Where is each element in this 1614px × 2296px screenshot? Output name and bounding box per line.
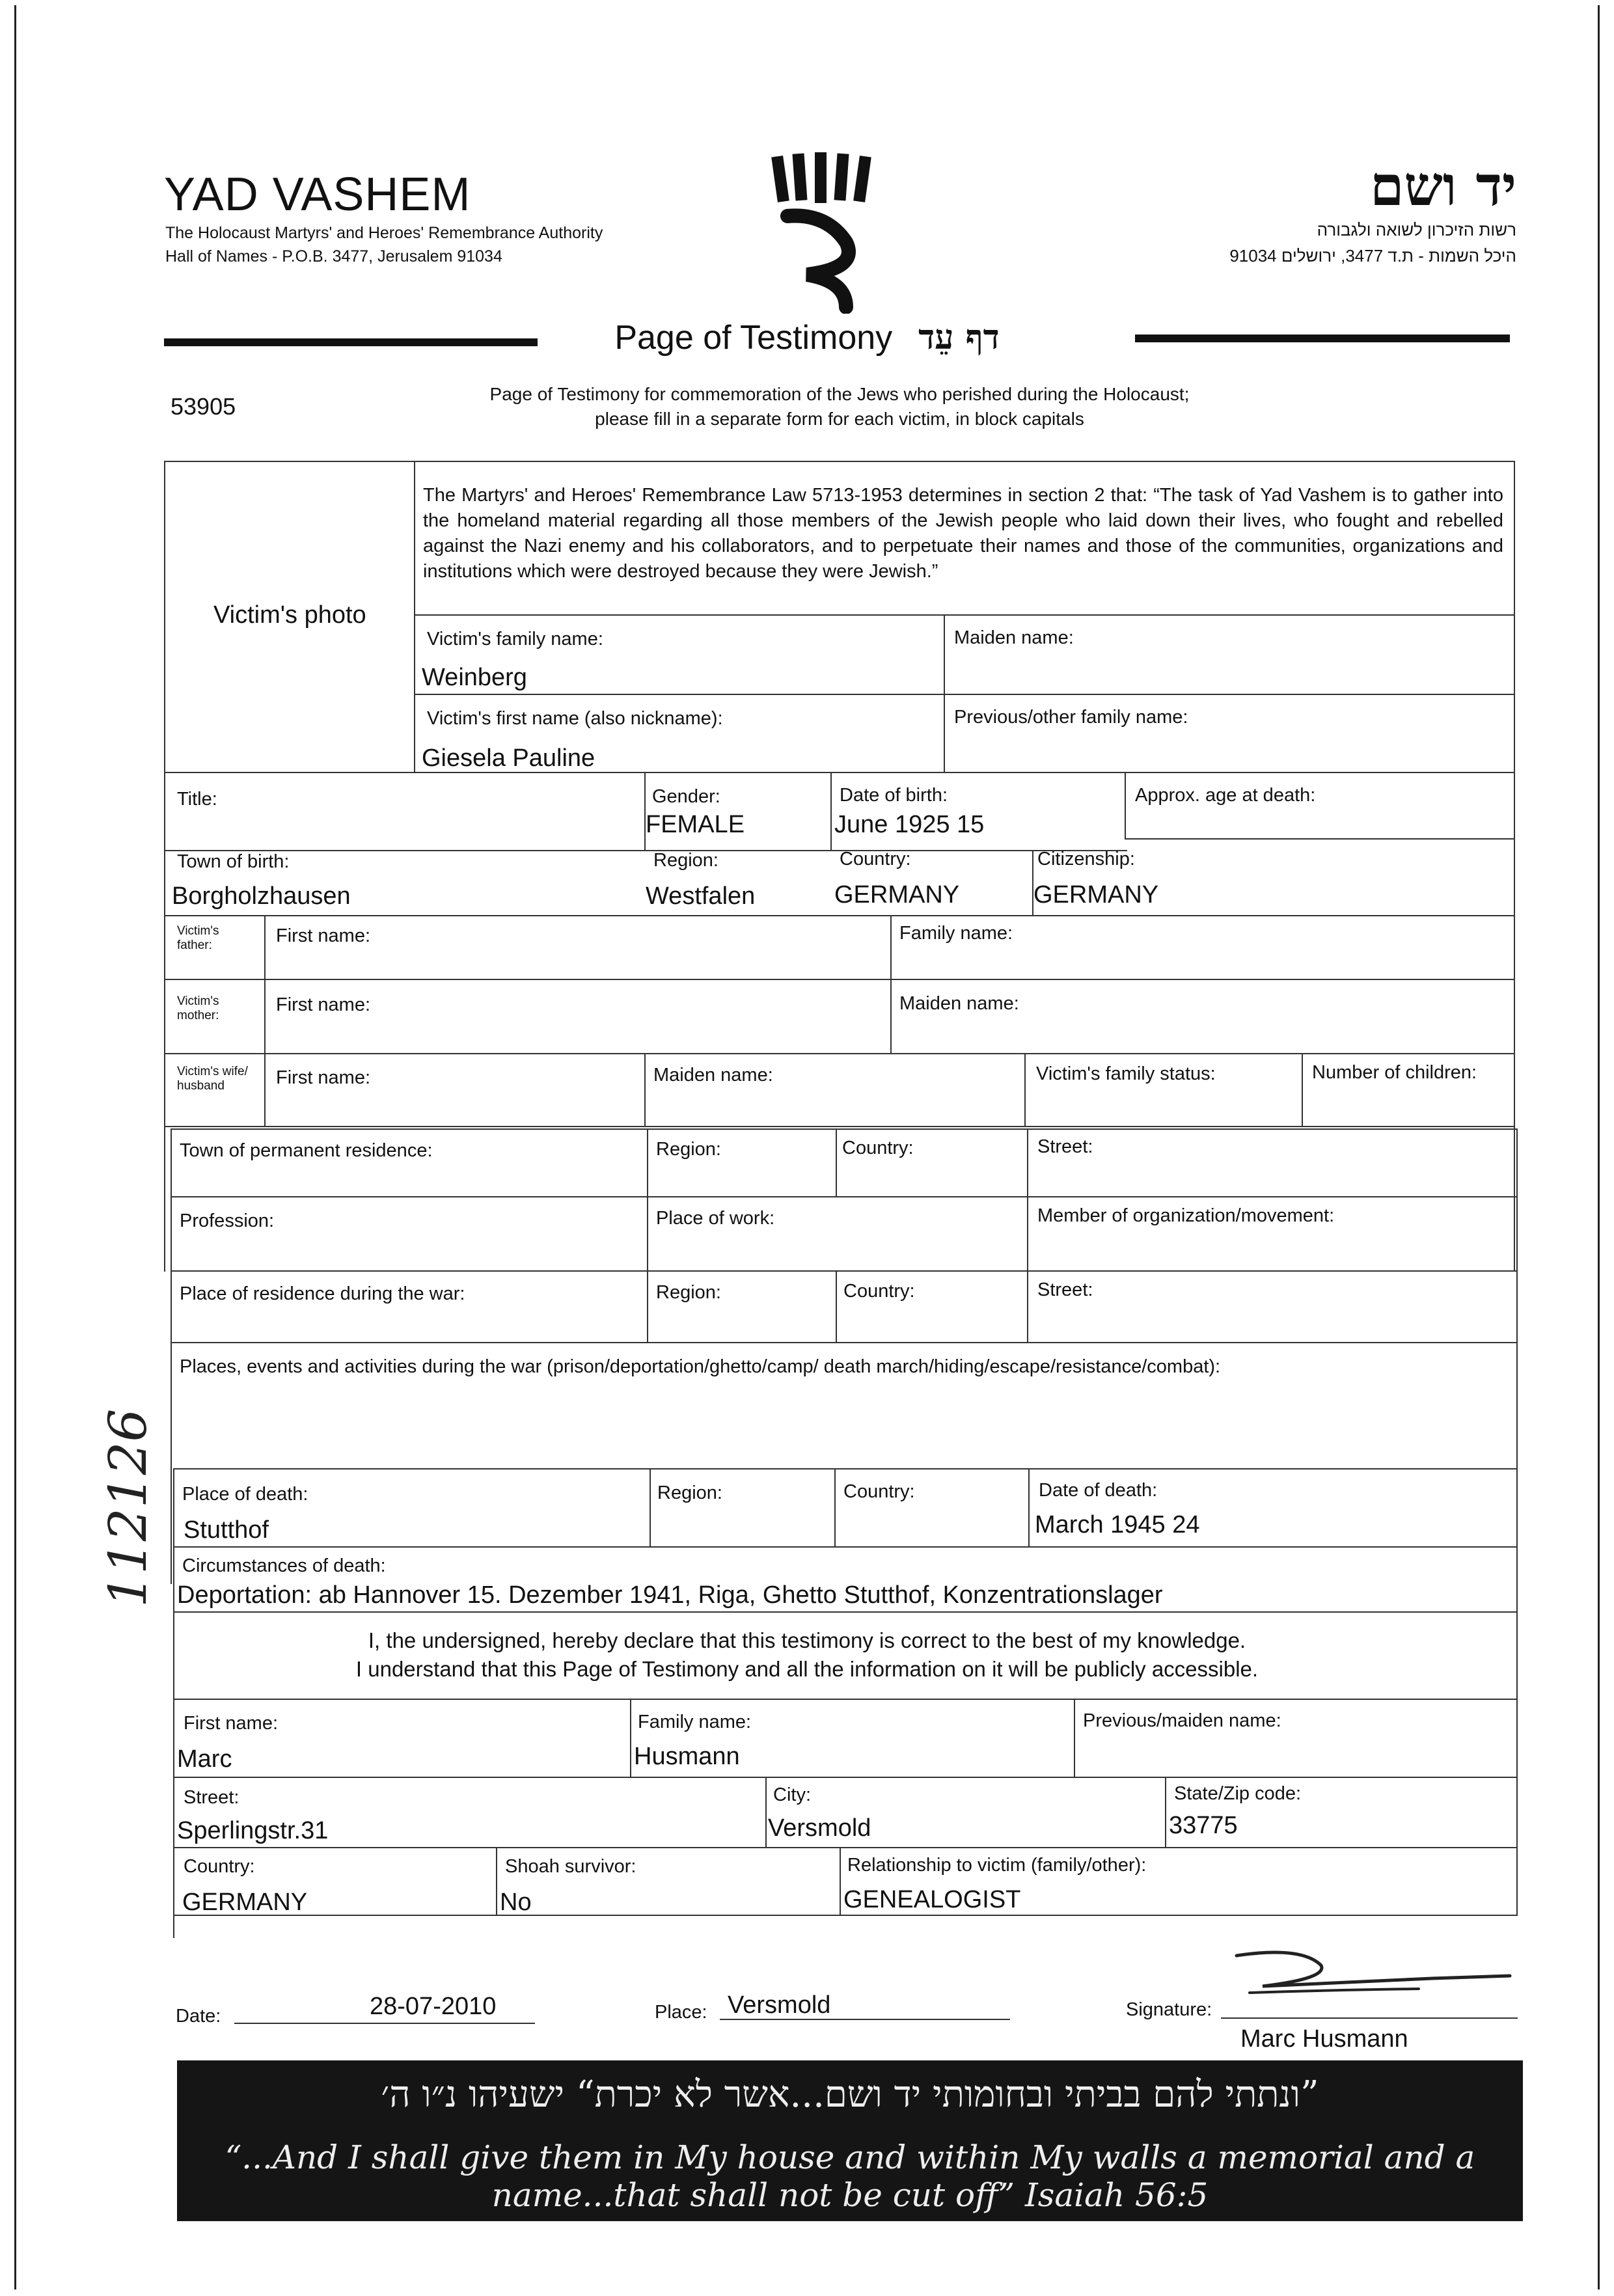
citizenship-label: Citizenship: [1037,849,1135,869]
document-number: 53905 [171,393,236,420]
victim-circumstances[interactable]: Deportation: ab Hannover 15. Dezember 1941, Riga, Ghetto Stutthof, Konzentrationslager [177,1581,1163,1609]
form-title-english: Page of Testimony [614,319,893,357]
residence-during-war-label: Place of residence during the war: [180,1283,465,1304]
title-label: Title: [177,789,217,810]
submission-date[interactable]: 28-07-2010 [370,1993,497,2020]
banner-hebrew-quote: ”ונתתי להם בביתי ובחומותי יד ושם...אשר לא יכרת“ ישעיהו נ״ו ה׳ [381,2073,1319,2116]
region-of-birth-label: Region: [653,850,718,871]
places-events-label: Places, events and activities during the war (prison/deportation/ghetto/camp/ death march/hiding/escape/resistance/combat): [180,1356,1221,1377]
banner-english-quote: “...And I shall give them in My house and within My walls a memorial and a name...that shall not be cut off” Isaiah 56:5 [225,2139,1475,2214]
submitter-country[interactable]: GERMANY [182,1889,308,1916]
place-of-death-label: Place of death: [182,1484,308,1505]
org-subtitle: The Holocaust Martyrs' and Heroes' Remembrance Authority [165,224,603,242]
previous-family-name-label: Previous/other family name: [954,707,1188,728]
org-name-hebrew: יד ושם [1369,154,1516,218]
member-organization-label: Member of organization/movement: [1037,1205,1335,1226]
mother-maiden-name-label: Maiden name: [899,993,1019,1014]
form-title-hebrew: דף עֵד [918,318,1000,357]
submitter-family-name[interactable]: Husmann [634,1743,740,1770]
mother-first-name-label: First name: [276,994,371,1015]
intro-line-2: please fill in a separate form for each victim, in block capitals [595,409,1084,429]
date-of-death-label: Date of death: [1039,1480,1158,1501]
relationship-label: Relationship to victim (family/other): [847,1855,1147,1876]
family-status-label: Victim's family status: [1036,1063,1216,1084]
form-title [0,318,1614,357]
signature-scribble-icon [1224,1939,1523,2017]
victim-town-of-birth[interactable]: Borgholzhausen [172,882,351,910]
org-address: Hall of Names - P.O.B. 3477, Jerusalem 91034 [165,247,502,266]
victim-place-of-death[interactable]: Stutthof [184,1516,269,1544]
submitter-family-name-label: Family name: [638,1712,752,1732]
shoah-survivor-label: Shoah survivor: [505,1856,636,1877]
victim-first-name[interactable]: Giesela Pauline [422,745,595,772]
submitter-country-label: Country: [184,1856,255,1877]
victim-region-of-birth[interactable]: Westfalen [646,882,756,910]
family-name-label: Victim's family name: [427,629,603,649]
death-country-label: Country: [843,1481,915,1502]
submitter-city-label: City: [773,1784,811,1805]
victim-gender[interactable]: FEMALE [646,811,745,838]
father-label: Victim's father: [177,924,219,952]
mother-label: Victim's mother: [177,994,219,1022]
gender-label: Gender: [652,786,720,807]
father-first-name-label: First name: [276,925,371,946]
circumstances-label: Circumstances of death: [182,1555,386,1576]
father-family-name-label: Family name: [899,923,1013,944]
shoah-survivor-value[interactable]: No [500,1889,532,1916]
org-address-hebrew: היכל השמות - ת.ד 3477, ירושלים 91034 [1229,246,1516,266]
submitter-zip-label: State/Zip code: [1174,1783,1302,1804]
victim-citizenship[interactable]: GERMANY [1033,881,1159,909]
spouse-first-name-label: First name: [276,1067,371,1088]
date-of-birth-label: Date of birth: [840,785,948,806]
war-country-label: Country: [843,1281,915,1302]
org-name: YAD VASHEM [164,169,471,221]
relationship-value[interactable]: GENEALOGIST [843,1886,1021,1913]
victim-family-name[interactable]: Weinberg [422,664,527,691]
submitter-city[interactable]: Versmold [768,1814,871,1842]
isaiah-quote-banner [177,2060,1523,2221]
submitter-first-name[interactable]: Marc [177,1745,232,1773]
intro-line-1: Page of Testimony for commemoration of the Jews who perished during the Holocaust; [489,384,1190,404]
war-region-label: Region: [656,1282,721,1303]
residence-street-label: Street: [1037,1136,1093,1157]
submitter-first-name-label: First name: [184,1713,279,1734]
number-of-children-label: Number of children: [1312,1062,1477,1083]
war-street-label: Street: [1037,1279,1093,1300]
org-subtitle-hebrew: רשות הזיכרון לשואה ולגבורה [1317,220,1516,239]
residence-region-label: Region: [656,1139,721,1160]
declaration-line-2: I understand that this Page of Testimony and all the information on it will be publicly accessible. [355,1657,1259,1681]
archive-number: 112126 [98,1408,158,1607]
victim-date-of-birth[interactable]: June 1925 15 [834,811,985,838]
victim-country-of-birth[interactable]: GERMANY [834,881,960,909]
submitter-street-label: Street: [184,1787,239,1808]
submitter-previous-name-label: Previous/maiden name: [1083,1710,1281,1731]
death-region-label: Region: [657,1483,722,1503]
first-name-label: Victim's first name (also nickname): [427,708,723,729]
declaration-line-1: I, the undersigned, hereby declare that this testimony is correct to the best of my knowledge. [368,1628,1246,1652]
yad-vashem-logo-icon [768,151,885,314]
country-of-birth-label: Country: [840,849,911,869]
spouse-maiden-name-label: Maiden name: [653,1065,773,1086]
signature-name: Marc Husmann [1240,2025,1408,2053]
maiden-name-label: Maiden name: [954,627,1074,648]
place-of-work-label: Place of work: [656,1208,775,1229]
victim-date-of-death[interactable]: March 1945 24 [1035,1511,1200,1538]
profession-label: Profession: [180,1210,275,1231]
residence-country-label: Country: [842,1138,914,1158]
submitter-street[interactable]: Sperlingstr.31 [177,1817,329,1844]
town-of-birth-label: Town of birth: [177,851,290,872]
place-label: Place: [655,2002,707,2023]
date-label: Date: [176,2006,221,2027]
submission-place[interactable]: Versmold [728,1991,831,2019]
permanent-residence-label: Town of permanent residence: [180,1140,433,1161]
law-text: The Martyrs' and Heroes' Remembrance Law 5713-1953 determines in section 2 that: “The task of Yad Vashem is to gather into the homeland material regarding all those members of the Jewish people who laid down their lives, who fought and rebelled against the Nazi enemy and his collaborators, and to perpetuate their names and those of the communities, organizations and institutions which were destroyed because they were Jewish.” [423,485,1503,582]
victim-photo-label: Victim's photo [213,601,366,629]
spouse-label: Victim's wife/ husband [177,1065,248,1093]
submitter-zip[interactable]: 33775 [1169,1812,1238,1839]
approx-age-label: Approx. age at death: [1135,785,1316,806]
signature-label: Signature: [1126,1999,1212,2020]
